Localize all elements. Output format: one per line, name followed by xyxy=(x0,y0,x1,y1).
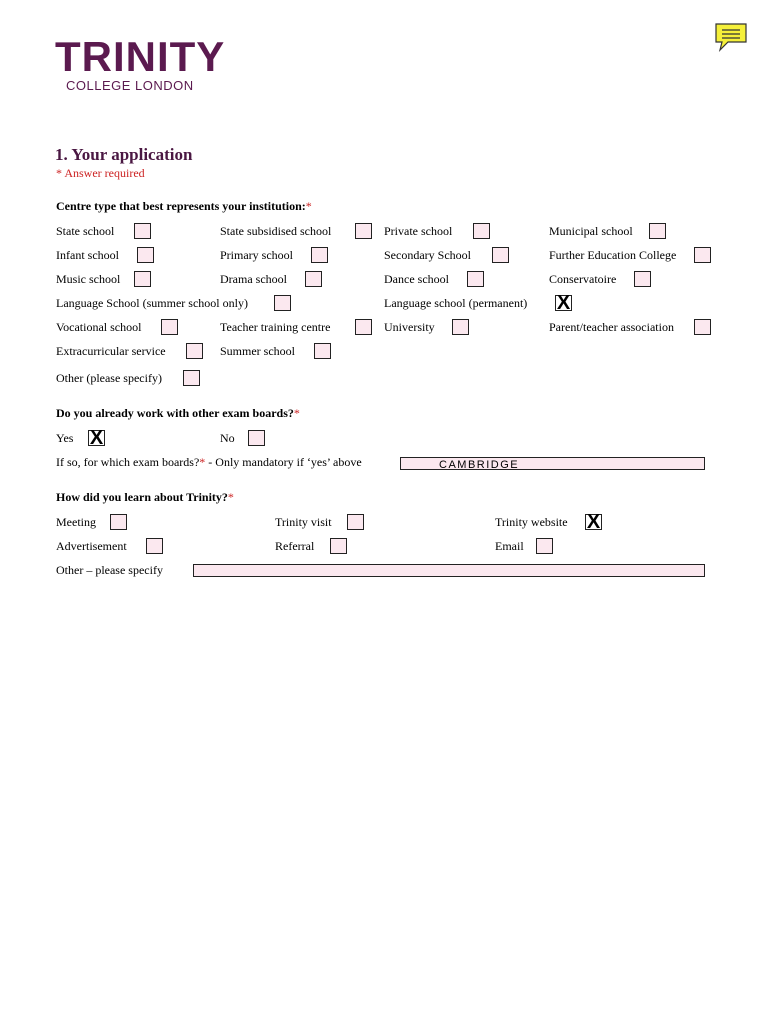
option-label: Municipal school xyxy=(549,224,633,238)
option-checkbox[interactable] xyxy=(694,247,711,263)
option-label: Infant school xyxy=(56,248,119,262)
option-checkbox[interactable] xyxy=(305,271,322,287)
option-label: State school xyxy=(56,224,115,238)
option-label: Summer school xyxy=(220,344,295,358)
option-checkbox[interactable] xyxy=(355,223,372,239)
exam-boards-question: Do you already work with other exam boards?* xyxy=(56,406,300,420)
centre-type-question: Centre type that best represents your institution:* xyxy=(56,199,312,213)
option-label: Advertisement xyxy=(56,539,127,553)
option-checkbox[interactable] xyxy=(347,514,364,530)
option-label: Vocational school xyxy=(56,320,142,334)
option-label: Language School (summer school only) xyxy=(56,296,248,310)
option-label: Primary school xyxy=(220,248,293,262)
option-label: No xyxy=(220,431,235,445)
option-checkbox[interactable] xyxy=(555,292,572,314)
exam-boards-field[interactable] xyxy=(400,457,705,470)
option-label: Dance school xyxy=(384,272,449,286)
option-checkbox[interactable] xyxy=(467,271,484,287)
option-checkbox[interactable] xyxy=(649,223,666,239)
option-checkbox[interactable] xyxy=(88,427,105,449)
logo-wordmark: TRINITY xyxy=(55,33,226,80)
required-mark: * xyxy=(293,406,300,420)
option-label: University xyxy=(384,320,435,334)
option-label: Other (please specify) xyxy=(56,371,162,385)
option-label: Trinity visit xyxy=(275,515,332,529)
option-label: Extracurricular service xyxy=(56,344,166,358)
option-label: Conservatoire xyxy=(549,272,617,286)
exam-boards-followup-label: If so, for which exam boards?* - Only mandatory if ‘yes’ above xyxy=(56,455,362,469)
learn-other-field[interactable] xyxy=(193,564,705,577)
check-mark: X xyxy=(586,511,601,533)
option-checkbox[interactable] xyxy=(134,223,151,239)
option-checkbox[interactable] xyxy=(110,514,127,530)
option-label: Yes xyxy=(56,431,74,445)
learn-other-label: Other – please specify xyxy=(56,563,163,577)
option-label: Private school xyxy=(384,224,453,238)
option-checkbox[interactable] xyxy=(161,319,178,335)
option-checkbox[interactable] xyxy=(536,538,553,554)
comment-icon[interactable] xyxy=(714,22,748,52)
option-checkbox[interactable] xyxy=(137,247,154,263)
option-label: Language school (permanent) xyxy=(384,296,528,310)
option-checkbox[interactable] xyxy=(274,295,291,311)
option-checkbox[interactable] xyxy=(183,370,200,386)
option-label: Email xyxy=(495,539,524,553)
required-mark: * xyxy=(305,199,312,213)
option-checkbox[interactable] xyxy=(186,343,203,359)
option-checkbox[interactable] xyxy=(314,343,331,359)
section-title: 1. Your application xyxy=(55,145,193,164)
required-mark: * xyxy=(227,490,234,504)
option-checkbox[interactable] xyxy=(585,511,602,533)
option-label: Drama school xyxy=(220,272,287,286)
option-label: Music school xyxy=(56,272,121,286)
learn-question: How did you learn about Trinity?* xyxy=(56,490,234,504)
exam-boards-value: CAMBRIDGE xyxy=(439,459,520,471)
option-checkbox[interactable] xyxy=(248,430,265,446)
option-checkbox[interactable] xyxy=(634,271,651,287)
logo-subtitle: COLLEGE LONDON xyxy=(66,78,194,93)
option-label: Meeting xyxy=(56,515,96,529)
option-label: Referral xyxy=(275,539,315,553)
option-checkbox[interactable] xyxy=(311,247,328,263)
option-label: Trinity website xyxy=(495,515,568,529)
option-label: State subsidised school xyxy=(220,224,332,238)
option-checkbox[interactable] xyxy=(473,223,490,239)
option-checkbox[interactable] xyxy=(492,247,509,263)
option-checkbox[interactable] xyxy=(452,319,469,335)
required-note: * Answer required xyxy=(56,166,145,180)
option-checkbox[interactable] xyxy=(694,319,711,335)
option-checkbox[interactable] xyxy=(146,538,163,554)
option-label: Secondary School xyxy=(384,248,471,262)
option-checkbox[interactable] xyxy=(355,319,372,335)
check-mark: X xyxy=(556,292,571,314)
check-mark: X xyxy=(89,427,104,449)
option-checkbox[interactable] xyxy=(134,271,151,287)
option-label: Teacher training centre xyxy=(220,320,331,334)
option-label: Further Education College xyxy=(549,248,677,262)
option-label: Parent/teacher association xyxy=(549,320,674,334)
option-checkbox[interactable] xyxy=(330,538,347,554)
